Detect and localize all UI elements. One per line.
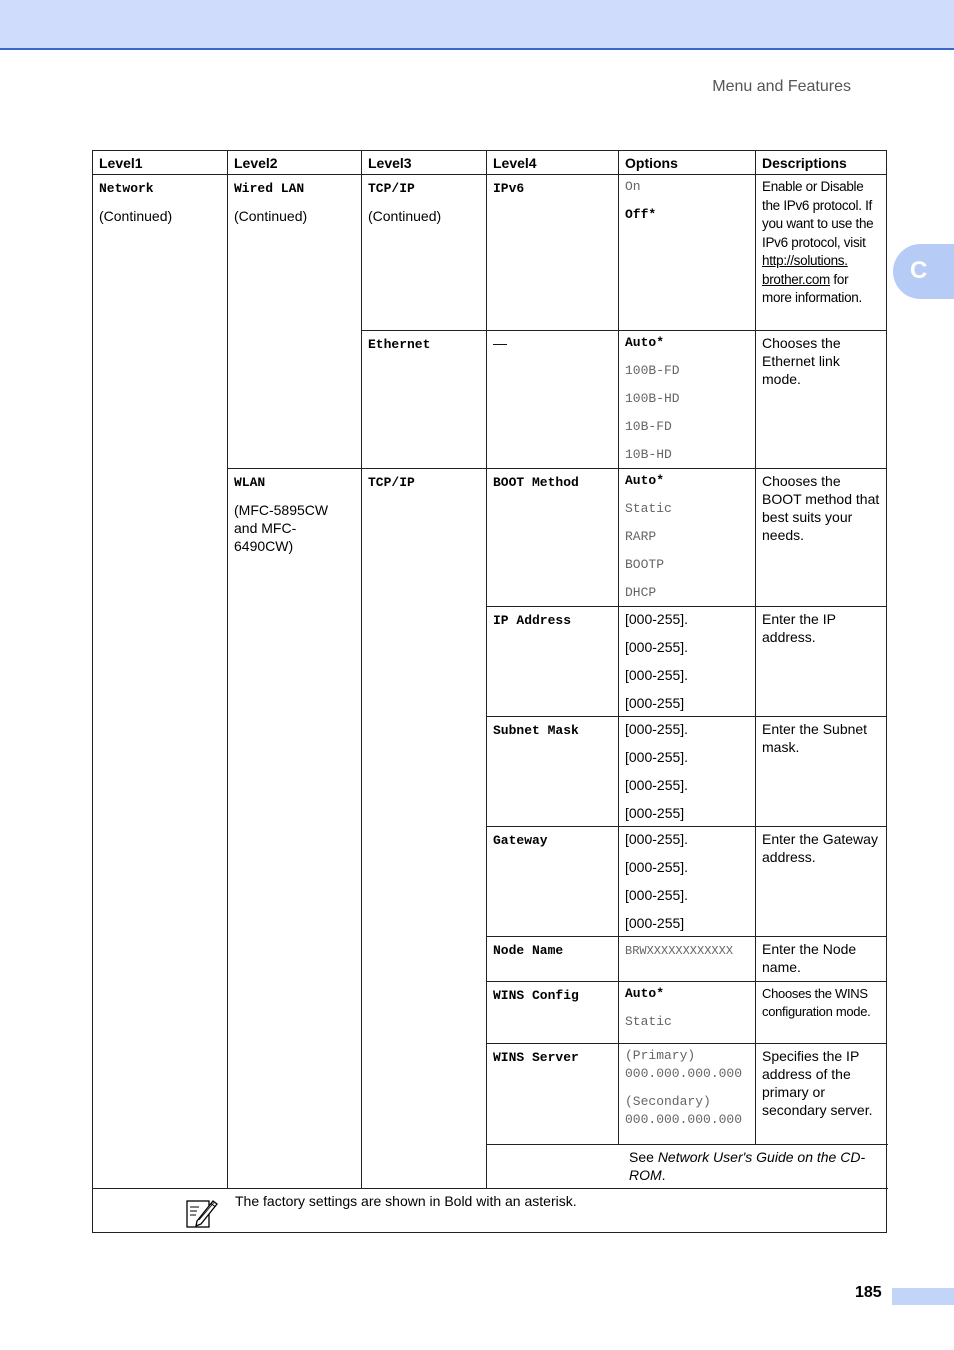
subnet-octet-2: [000-255].: [625, 749, 689, 765]
node-name-value: BRWXXXXXXXXXXXX: [625, 944, 734, 958]
subnet-octet-4: [000-255]: [625, 805, 685, 821]
header-level3: Level3: [362, 151, 487, 175]
wins-config-options: [619, 982, 756, 1044]
gateway-name: Gateway: [493, 833, 548, 848]
subnet-octet-1: [000-255].: [625, 721, 689, 737]
wlan-name: WLAN: [234, 475, 266, 490]
option-10b-fd: 10B-FD: [625, 419, 672, 434]
gateway-cell: [487, 827, 619, 937]
ethernet-cell: [362, 331, 487, 469]
wins-config-name: WINS Config: [493, 988, 579, 1003]
table-row: [93, 175, 887, 331]
header-descriptions: Descriptions: [756, 151, 887, 175]
ethernet-level4: —: [487, 331, 619, 469]
option-off-default: Off*: [625, 207, 657, 222]
secondary-label: (Secondary): [625, 1094, 711, 1109]
gateway-octet-1: [000-255].: [625, 831, 689, 847]
note-pencil-icon: [185, 1195, 219, 1229]
solutions-link-part1[interactable]: http://solutions.: [762, 253, 848, 268]
wlan-tcpip-name: TCP/IP: [368, 475, 415, 490]
ipv6-description: [756, 175, 887, 331]
ip-address-cell: [487, 607, 619, 717]
level2-wlan-cell: [228, 469, 362, 1189]
level3-tcpip-cell: [362, 175, 487, 331]
boot-method-name: BOOT Method: [493, 475, 579, 490]
subnet-mask-options: [619, 717, 756, 827]
ip-octet-2: [000-255].: [625, 639, 689, 655]
option-bootp: BOOTP: [625, 557, 665, 572]
option-auto-default: Auto*: [625, 473, 665, 488]
gateway-octet-3: [000-255].: [625, 887, 689, 903]
level1-name: Network: [99, 181, 154, 196]
header-level1: Level1: [93, 151, 228, 175]
ip-octet-1: [000-255].: [625, 611, 689, 627]
option-100b-fd: 100B-FD: [625, 363, 680, 378]
option-dhcp: DHCP: [625, 585, 657, 600]
chapter-tab: [893, 244, 954, 299]
primary-label: (Primary): [625, 1048, 696, 1063]
option-auto-default: Auto*: [625, 335, 665, 350]
gateway-octet-4: [000-255]: [625, 915, 685, 931]
primary-value: 000.000.000.000: [625, 1066, 743, 1081]
chapter-tab-label: C: [910, 257, 928, 284]
header-level2: Level2: [228, 151, 362, 175]
option-static: Static: [625, 1014, 672, 1029]
option-rarp: RARP: [625, 529, 657, 544]
see-prefix: See: [629, 1149, 658, 1165]
option-auto-default: Auto*: [625, 986, 665, 1001]
footer-see-cell: [487, 1145, 887, 1189]
top-banner: [0, 0, 954, 50]
subnet-mask-description: Enter the Subnet mask.: [756, 717, 887, 827]
node-name-options: [619, 937, 756, 982]
boot-method-options: [619, 469, 756, 607]
wins-config-description: Chooses the WINS configuration mode.: [756, 982, 887, 1044]
node-name-description: Enter the Node name.: [756, 937, 887, 982]
wins-server-name: WINS Server: [493, 1050, 579, 1065]
wins-config-cell: [487, 982, 619, 1044]
ipv6-desc-after: for more information.: [762, 271, 862, 305]
page-header-title: Menu and Features: [712, 78, 851, 95]
subnet-octet-3: [000-255].: [625, 777, 689, 793]
wired-lan-note: (Continued): [234, 208, 308, 224]
level1-cell: [93, 175, 228, 1189]
wlan-note: (MFC-5895CW and MFC-6490CW): [234, 502, 329, 554]
table-header-row: [93, 151, 887, 175]
solutions-link-part2[interactable]: brother.com: [762, 271, 830, 287]
see-suffix: .: [661, 1167, 666, 1183]
node-name-cell: [487, 937, 619, 982]
level3-wlan-tcpip-cell: [362, 469, 487, 1189]
ip-octet-3: [000-255].: [625, 667, 689, 683]
header-level4: Level4: [487, 151, 619, 175]
page-number: 185: [855, 1284, 882, 1301]
ip-address-name: IP Address: [493, 613, 572, 628]
tcpip-name: TCP/IP: [368, 181, 415, 196]
wired-lan-name: Wired LAN: [234, 181, 305, 196]
ip-octet-4: [000-255]: [625, 695, 685, 711]
option-100b-hd: 100B-HD: [625, 391, 680, 406]
level1-note: (Continued): [99, 208, 173, 224]
ipv6-desc-text: Enable or Disable the IPv6 protocol. If you want to use the IPv6 protocol, visit: [762, 179, 874, 250]
wins-server-description: Specifies the IP address of the primary or secondary server.: [756, 1044, 887, 1145]
page-number-bar: [892, 1288, 954, 1305]
option-10b-hd: 10B-HD: [625, 447, 672, 462]
wins-server-options: [619, 1044, 756, 1145]
ethernet-description: Chooses the Ethernet link mode.: [756, 331, 887, 469]
gateway-description: Enter the Gateway address.: [756, 827, 887, 937]
note-text: The factory settings are shown in Bold with an asterisk.: [235, 1193, 577, 1209]
ethernet-name: Ethernet: [368, 337, 431, 352]
secondary-value: 000.000.000.000: [625, 1112, 743, 1127]
boot-method-description: Chooses the BOOT method that best suits your needs.: [756, 469, 887, 607]
subnet-mask-name: Subnet Mask: [493, 723, 579, 738]
ip-address-description: Enter the IP address.: [756, 607, 887, 717]
footer-note-row: [93, 1189, 887, 1233]
ethernet-options: [619, 331, 756, 469]
gateway-octet-2: [000-255].: [625, 859, 689, 875]
wins-server-cell: [487, 1044, 619, 1145]
level2-wired-cell: [228, 175, 362, 469]
boot-method-cell: [487, 469, 619, 607]
ipv6-cell: [487, 175, 619, 331]
tcpip-note: (Continued): [368, 208, 442, 224]
node-name-name: Node Name: [493, 943, 564, 958]
menu-table: [92, 150, 887, 1233]
ipv6-name: IPv6: [493, 181, 525, 196]
see-guide-title: Network User's Guide on the CD-ROM: [629, 1149, 866, 1183]
footer-note-cell: [93, 1189, 887, 1233]
ip-address-options: [619, 607, 756, 717]
subnet-mask-cell: [487, 717, 619, 827]
gateway-options: [619, 827, 756, 937]
option-on: On: [625, 179, 641, 194]
option-static: Static: [625, 501, 672, 516]
ipv6-options: [619, 175, 756, 331]
header-options: Options: [619, 151, 756, 175]
